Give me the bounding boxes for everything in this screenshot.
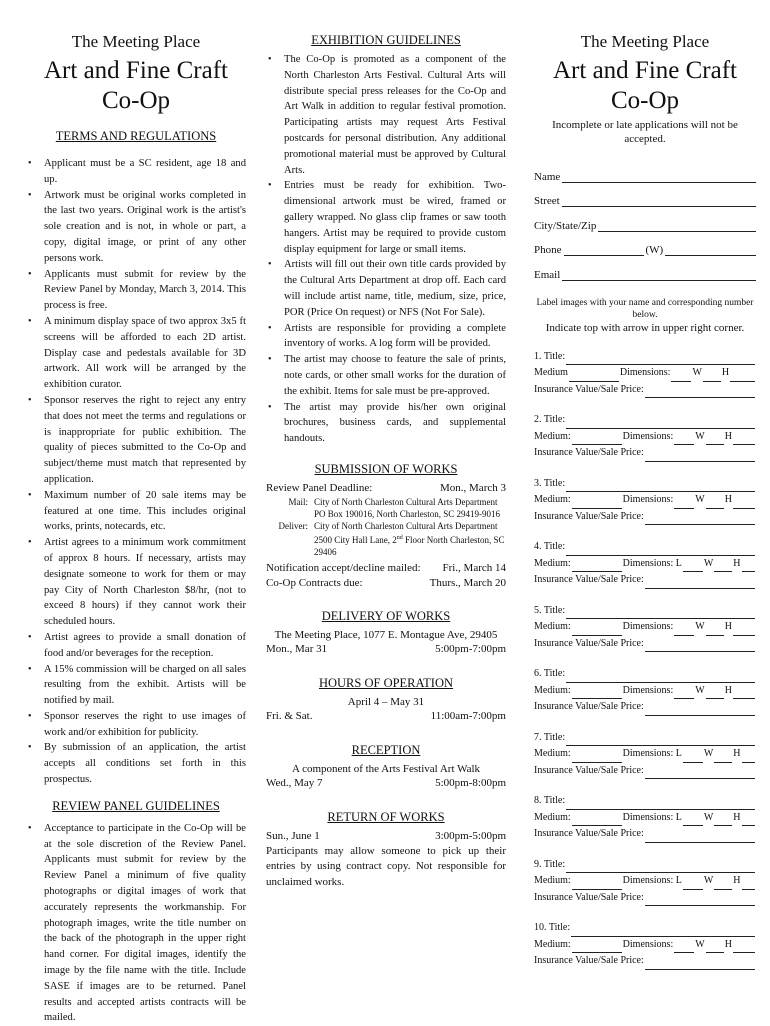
bullet-icon: • (268, 54, 272, 65)
hours-time: 11:00am-7:00pm (430, 709, 506, 722)
entry-insurance-label: Insurance Value/Sale Price: (534, 955, 644, 966)
delivery-heading: DELIVERY OF WORKS (321, 608, 451, 623)
entry-insurance-label: Insurance Value/Sale Price: (534, 574, 644, 585)
terms-text: By submission of an application, the artist accepts all conditions set forth in this prospectus. (44, 742, 246, 786)
entry-medium-label: Medium: (534, 811, 571, 823)
entry-medium-line[interactable] (572, 687, 622, 699)
artwork-entry (534, 666, 756, 716)
entry-medium-row (534, 937, 756, 954)
terms-item (26, 740, 246, 787)
entry-insurance-line[interactable] (645, 831, 755, 843)
review-heading: REVIEW PANEL GUIDELINES (52, 798, 220, 813)
entry-medium-label: Medium: (534, 557, 571, 569)
entry-title-label: 3. Title: (534, 477, 566, 489)
entry-title-label: 2. Title: (534, 414, 566, 425)
entry-width-line[interactable] (706, 941, 724, 953)
entry-title-line[interactable] (566, 798, 755, 810)
entry-length-line[interactable] (674, 497, 694, 509)
terms-item (26, 267, 246, 314)
entry-medium-line[interactable] (572, 560, 622, 572)
entry-title-row (534, 730, 756, 747)
artwork-entry (534, 412, 756, 462)
artwork-entry (534, 857, 756, 907)
return-date: Sun., June 1 (266, 829, 320, 842)
entry-medium-line[interactable] (572, 624, 622, 636)
entry-medium-label: Medium: (534, 430, 571, 442)
exhibition-text: The artist may provide his/her own original brochures, business cards, and supplemental handouts. (284, 401, 506, 445)
entry-medium-label: Medium (534, 367, 568, 378)
bullet-icon: • (268, 354, 272, 366)
entry-title-label: 8. Title: (534, 795, 566, 806)
terms-text: Applicant must be a SC resident, age 18 and up. (44, 158, 246, 185)
notification-row (266, 561, 506, 576)
entry-length-line[interactable] (674, 687, 694, 699)
right-org-name: The Meeting Place (580, 32, 710, 51)
entry-title-line[interactable] (566, 417, 755, 429)
entry-width-line[interactable] (714, 814, 732, 826)
entry-insurance-line[interactable] (645, 640, 755, 652)
exhibition-item (266, 352, 506, 399)
contracts-value: Thurs., March 20 (429, 576, 506, 589)
entry-title-row (534, 920, 756, 937)
entry-dimensions-label: Dimensions: (622, 621, 674, 632)
entry-title-row (534, 603, 756, 620)
entry-height-label: H (724, 430, 732, 442)
middle-column (266, 30, 506, 890)
entry-length-line[interactable] (674, 433, 694, 445)
entry-length-line[interactable] (683, 560, 703, 572)
right-column (534, 30, 756, 984)
left-org-name: The Meeting Place (71, 32, 201, 51)
entry-title-label: 9. Title: (534, 858, 566, 870)
bullet-icon: • (28, 631, 32, 643)
entry-title-label: 5. Title: (534, 604, 566, 616)
entry-insurance-line[interactable] (645, 704, 755, 716)
phone-field[interactable] (534, 232, 756, 257)
email-field[interactable] (534, 256, 756, 281)
contact-fields (534, 158, 756, 281)
terms-list (26, 156, 246, 788)
entry-insurance-row (534, 890, 756, 907)
bullet-icon: • (28, 537, 32, 549)
entry-height-label: H (733, 748, 741, 759)
entry-insurance-line[interactable] (645, 386, 755, 398)
exhibition-item (266, 400, 506, 447)
entry-medium-label: Medium: (534, 875, 571, 886)
label-note: Label images with your name and corresponding number below. (536, 297, 754, 320)
entry-title-row (534, 793, 756, 810)
entry-insurance-label: Insurance Value/Sale Price: (534, 637, 644, 649)
entry-medium-label: Medium: (534, 748, 571, 759)
artwork-entry (534, 920, 756, 970)
terms-item (26, 188, 246, 267)
mail-row-1 (266, 496, 506, 508)
entry-height-line[interactable] (742, 814, 755, 826)
entry-insurance-line[interactable] (645, 958, 755, 970)
deliver-label: Deliver: (278, 520, 308, 531)
bullet-icon: • (28, 158, 32, 169)
work-phone-label: (W) (645, 244, 664, 256)
artwork-entry (534, 349, 756, 399)
email-line[interactable] (562, 268, 756, 281)
mail-line-1: City of North Charleston Cultural Arts Department (314, 496, 498, 507)
submission-heading: SUBMISSION OF WORKS (314, 461, 458, 476)
entry-insurance-label: Insurance Value/Sale Price: (534, 383, 644, 395)
terms-item (26, 630, 246, 662)
terms-item (26, 662, 246, 709)
bullet-icon: • (28, 489, 32, 501)
city-line[interactable] (598, 219, 756, 232)
city-field[interactable] (534, 207, 756, 232)
entry-title-line[interactable] (566, 607, 755, 619)
artwork-entry (534, 793, 756, 843)
entry-dimensions-label: Dimensions: L (622, 557, 682, 569)
entry-width-line[interactable] (706, 497, 724, 509)
entry-insurance-row (534, 445, 756, 462)
street-line[interactable] (562, 194, 756, 207)
entry-length-line[interactable] (671, 370, 691, 382)
bullet-icon: • (28, 189, 32, 201)
entry-width-line[interactable] (706, 624, 724, 636)
deadline-row (266, 481, 506, 496)
entry-insurance-row (534, 699, 756, 716)
entry-width-line[interactable] (714, 751, 732, 763)
entry-medium-label: Medium: (534, 684, 571, 696)
bullet-icon: • (28, 268, 32, 280)
terms-item (26, 393, 246, 488)
entry-insurance-line[interactable] (645, 450, 755, 462)
entry-title-line[interactable] (566, 861, 755, 873)
deliver-line-1: City of North Charleston Cultural Arts Department (314, 520, 498, 531)
entry-insurance-row (534, 826, 756, 843)
deliver-row-1 (266, 520, 506, 532)
bullet-icon: • (268, 401, 272, 413)
deadline-label: Review Panel Deadline: (266, 481, 373, 494)
entry-dimensions-label: Dimensions: (622, 684, 674, 696)
name-line[interactable] (562, 170, 756, 183)
entry-height-line[interactable] (742, 751, 755, 763)
phone-label: Phone (534, 244, 562, 256)
entry-width-label: W (703, 811, 714, 823)
entry-title-line[interactable] (566, 671, 755, 683)
entry-dimensions-label: Dimensions: (622, 938, 674, 950)
entry-width-line[interactable] (706, 433, 724, 445)
notification-label: Notification accept/decline mailed: (266, 561, 421, 574)
bullet-icon: • (28, 315, 32, 327)
bullet-icon: • (28, 663, 32, 675)
entry-height-label: H (733, 875, 741, 886)
entry-height-line[interactable] (730, 370, 755, 382)
notification-value: Fri., March 14 (442, 561, 506, 574)
entry-dimensions-label: Dimensions: L (622, 748, 682, 759)
terms-item (26, 156, 246, 188)
entry-height-label: H (733, 557, 741, 569)
application-subtitle: Incomplete or late applications will not be accepted. (552, 119, 738, 145)
return-time: 3:00pm-5:00pm (435, 829, 506, 842)
hours-row (266, 709, 506, 724)
exhibition-list (266, 52, 506, 447)
entry-height-line[interactable] (742, 560, 755, 572)
exhibition-text: Artists are responsible for providing a complete inventory of works. A log form will be provided. (284, 322, 506, 350)
phone-line[interactable] (564, 243, 644, 256)
delivery-row (266, 642, 506, 657)
entry-insurance-row (534, 636, 756, 653)
entry-insurance-row (534, 763, 756, 780)
entry-title-row (534, 349, 756, 366)
entry-width-label: W (695, 938, 705, 950)
terms-heading: TERMS AND REGULATIONS (55, 129, 217, 143)
email-label: Email (534, 268, 561, 281)
entry-title-row (534, 666, 756, 683)
artwork-entry (534, 539, 756, 589)
entry-width-label: W (703, 748, 714, 759)
work-phone-line[interactable] (665, 243, 756, 256)
reception-desc: A component of the Arts Festival Art Walk (291, 762, 481, 775)
entry-length-line[interactable] (674, 941, 694, 953)
right-page-title: Art and Fine Craft Co-Op (553, 57, 737, 114)
entry-medium-line[interactable] (569, 370, 619, 382)
street-label: Street (534, 195, 560, 207)
entry-medium-row (534, 492, 756, 509)
entry-insurance-row (534, 572, 756, 589)
delivery-place: The Meeting Place, 1077 E. Montague Ave, 29405 (274, 628, 498, 641)
review-text: Acceptance to participate in the Co-Op will be at the sole discretion of the Review Panel. Applicants must submit for review by the Review Panel a minimum of five quality photographs or digital images of work that accurately represents the workmanship. For photograph images, write the title number on the back of the photograph in the upper right hand corner. For digital images, identify the image by the file name with the title. Include SASE if images are to be returned. Panel results and accepted artists contracts will be mailed. (44, 822, 246, 1024)
arrow-note: Indicate top with arrow in upper right corner. (545, 321, 745, 334)
entry-insurance-label: Insurance Value/Sale Price: (534, 828, 644, 839)
entry-insurance-label: Insurance Value/Sale Price: (534, 764, 644, 776)
contracts-label: Co-Op Contracts due: (266, 576, 363, 589)
entry-medium-row (534, 556, 756, 573)
entry-width-label: W (692, 367, 702, 378)
entry-height-label: H (724, 494, 732, 505)
hours-heading: HOURS OF OPERATION (318, 675, 454, 690)
bullet-icon: • (268, 180, 272, 192)
entry-medium-row (534, 365, 756, 382)
entry-medium-line[interactable] (572, 751, 622, 763)
reception-row (266, 776, 506, 791)
entry-title-label: 10. Title: (534, 922, 571, 933)
hours-range: April 4 – May 31 (347, 695, 425, 708)
entry-height-line[interactable] (733, 687, 755, 699)
street-field[interactable] (534, 183, 756, 208)
artwork-entries (534, 349, 756, 970)
entry-height-label: H (724, 938, 732, 950)
left-column (26, 30, 246, 1026)
entry-title-label: 1. Title: (534, 350, 566, 362)
return-note: Participants may allow someone to pick up their entries by using contract copy. Not responsible for unclaimed works. (266, 844, 506, 888)
exhibition-text: The Co-Op is promoted as a component of the North Charleston Arts Festival. Cultural Arts will distribute special press releases for the Co-Op and Art Walk in addition to regular festival promotion. Participating artists may request Arts Festival postcards for personal distribution. Any additional promotional material must be approved by Cultural Arts. (284, 54, 506, 176)
terms-text: Artist agrees to provide a small donation of food and/or beverages for the reception. (44, 631, 246, 659)
exhibition-item (266, 178, 506, 257)
entry-height-line[interactable] (733, 433, 755, 445)
exhibition-heading: EXHIBITION GUIDELINES (311, 33, 461, 47)
entry-height-label: H (721, 367, 730, 378)
entry-dimensions-label: Dimensions: L (622, 875, 682, 886)
entry-insurance-line[interactable] (645, 894, 755, 906)
left-page-title: Art and Fine Craft Co-Op (44, 57, 228, 114)
deliver-row-2 (266, 532, 506, 558)
entry-insurance-row (534, 382, 756, 399)
mail-row-2 (266, 508, 506, 520)
terms-item (26, 488, 246, 535)
entry-medium-row (534, 810, 756, 827)
entry-medium-label: Medium: (534, 494, 571, 505)
exhibition-text: The artist may choose to feature the sale of prints, note cards, or other small works for the duration of the exhibit. Items for sale must be pre-approved. (284, 354, 506, 397)
entry-title-line[interactable] (566, 480, 755, 492)
entry-insurance-row (534, 509, 756, 526)
entry-dimensions-label: Dimensions: (619, 367, 671, 378)
entry-medium-row (534, 746, 756, 763)
delivery-time: 5:00pm-7:00pm (435, 642, 506, 655)
bullet-icon: • (28, 394, 32, 406)
entry-height-line[interactable] (733, 624, 755, 636)
entry-insurance-label: Insurance Value/Sale Price: (534, 447, 644, 458)
artwork-entry (534, 603, 756, 653)
entry-medium-row (534, 873, 756, 890)
entry-dimensions-label: Dimensions: (622, 430, 674, 442)
reception-date: Wed., May 7 (266, 776, 323, 789)
entry-title-label: 6. Title: (534, 668, 566, 679)
reception-heading: RECEPTION (351, 742, 421, 757)
entry-width-label: W (703, 875, 714, 886)
exhibition-text: Artists will fill out their own title cards provided by the Cultural Arts Department at drop off. Each card will include artist name, title, medium, size, price, POR (Price On request) or NFS (Not For Sale). (284, 259, 506, 318)
entry-title-line[interactable] (571, 925, 755, 937)
entry-medium-line[interactable] (572, 941, 622, 953)
terms-text: Sponsor reserves the right to use images of work and/or exhibition for publicity. (44, 710, 246, 738)
entry-length-line[interactable] (683, 878, 703, 890)
entry-height-label: H (724, 621, 732, 632)
entry-medium-row (534, 619, 756, 636)
terms-text: A minimum display space of two approx 3x5 ft screens will be afforded to each 2D artist. Display case and pedestals available for 3D artwork. All work will be arranged by the exhibition curator. (44, 315, 246, 391)
entry-insurance-line[interactable] (645, 513, 755, 525)
entry-length-line[interactable] (683, 814, 703, 826)
name-field[interactable] (534, 158, 756, 183)
entry-medium-label: Medium: (534, 938, 571, 950)
exhibition-item (266, 52, 506, 178)
review-item (26, 821, 246, 1026)
entry-medium-label: Medium: (534, 621, 571, 632)
terms-text: Sponsor reserves the right to reject any entry that does not meet the terms and regulations or is inappropriate for public exhibition. The quality of pieces submitted to the Co-Op and subject/theme must match that represented by application. (44, 394, 246, 485)
entry-title-label: 7. Title: (534, 731, 566, 743)
entry-height-label: H (733, 811, 741, 823)
return-row (266, 829, 506, 844)
entry-medium-row (534, 683, 756, 700)
deliver-line-2: 2500 City Hall Lane, 2nd Floor North Charleston, SC 29406 (314, 534, 505, 557)
entry-medium-line[interactable] (572, 814, 622, 826)
entry-insurance-line[interactable] (645, 767, 755, 779)
deadline-value: Mon., March 3 (440, 481, 506, 494)
entry-title-row (534, 412, 756, 429)
entry-insurance-label: Insurance Value/Sale Price: (534, 701, 644, 712)
entry-medium-line[interactable] (572, 878, 622, 890)
bullet-icon: • (28, 742, 32, 754)
entry-width-label: W (695, 430, 705, 442)
entry-title-label: 4. Title: (534, 541, 566, 552)
delivery-date: Mon., Mar 31 (266, 642, 328, 655)
entry-title-row (534, 857, 756, 874)
terms-text: Artwork must be original works completed in the last two years. Original work is the artist's sole creation and is not, in whole or part, a copy, digital image, or print of any other persons work. (44, 189, 246, 264)
exhibition-text: Entries must be ready for exhibition. Two-dimensional artwork must be wired, framed or gallery wrapped. No glass clip frames or saw tooth hangers. Artist may be required to provide custom display equipment for large or small items. (284, 180, 506, 255)
name-label: Name (534, 170, 561, 183)
contracts-row (266, 576, 506, 591)
bullet-icon: • (28, 710, 32, 722)
exhibition-item (266, 257, 506, 320)
entry-title-row (534, 476, 756, 493)
mail-line-2: PO Box 190016, North Charleston, SC 29419-9016 (314, 508, 501, 519)
terms-text: Applicants must submit for review by the Review Panel by Monday, March 3, 2014. This process is free. (44, 268, 246, 312)
terms-item (26, 709, 246, 741)
entry-height-line[interactable] (742, 878, 755, 890)
entry-length-line[interactable] (674, 624, 694, 636)
entry-width-line[interactable] (714, 560, 732, 572)
entry-medium-row (534, 429, 756, 446)
entry-medium-line[interactable] (572, 497, 622, 509)
return-heading: RETURN OF WORKS (327, 809, 445, 824)
mail-label: Mail: (288, 496, 308, 507)
hours-days: Fri. & Sat. (266, 709, 313, 722)
bullet-icon: • (268, 322, 272, 334)
terms-item (26, 535, 246, 630)
artwork-entry (534, 730, 756, 780)
entry-title-line[interactable] (566, 544, 755, 556)
terms-text: A 15% commission will be charged on all sales resulting from the exhibit. Artists will be notified by mail. (44, 663, 246, 707)
entry-insurance-label: Insurance Value/Sale Price: (534, 891, 644, 903)
city-label: City/State/Zip (534, 219, 597, 232)
entry-width-label: W (695, 684, 705, 696)
entry-width-line[interactable] (714, 878, 732, 890)
entry-width-line[interactable] (703, 370, 721, 382)
reception-time: 5:00pm-8:00pm (435, 776, 506, 789)
terms-text: Artist agrees to a minimum work commitment of approx 8 hours. If necessary, artists may designate someone to work for them or may pay City of North Charleston $8/hr, (not to exceed 8 hours) if they cannot work their scheduled hours. (44, 537, 246, 628)
entry-title-line[interactable] (566, 353, 755, 365)
entry-dimensions-label: Dimensions: (622, 494, 674, 505)
entry-width-label: W (703, 557, 714, 569)
entry-insurance-row (534, 953, 756, 970)
exhibition-item (266, 321, 506, 353)
bullet-icon: • (28, 822, 32, 834)
entry-width-label: W (695, 494, 705, 505)
entry-medium-line[interactable] (572, 433, 622, 445)
entry-height-label: H (724, 684, 732, 696)
entry-length-line[interactable] (683, 751, 703, 763)
entry-height-line[interactable] (733, 941, 755, 953)
entry-insurance-label: Insurance Value/Sale Price: (534, 510, 644, 522)
bullet-icon: • (268, 259, 272, 271)
entry-height-line[interactable] (733, 497, 755, 509)
review-list (26, 821, 246, 1026)
entry-title-line[interactable] (566, 734, 755, 746)
entry-width-line[interactable] (706, 687, 724, 699)
entry-width-label: W (695, 621, 705, 632)
entry-title-row (534, 539, 756, 556)
entry-dimensions-label: Dimensions: L (622, 811, 682, 823)
terms-item (26, 314, 246, 393)
entry-insurance-line[interactable] (645, 577, 755, 589)
artwork-entry (534, 476, 756, 526)
terms-text: Maximum number of 20 sale items may be featured at one time. This includes original works, prints, notecards, etc. (44, 489, 246, 533)
